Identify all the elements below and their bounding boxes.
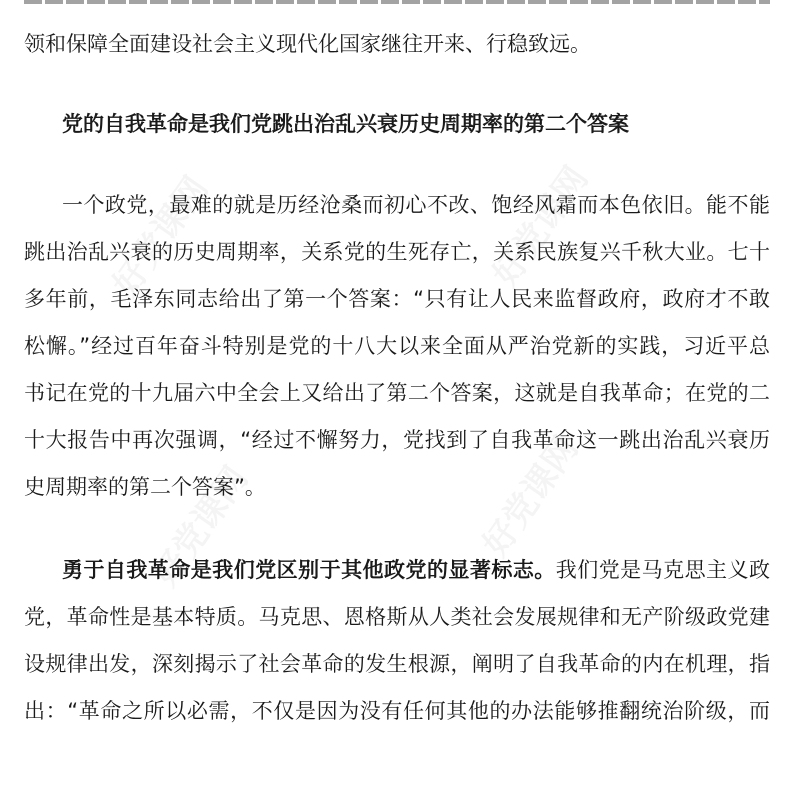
paragraph-line: 党，革命性是基本特质。马克思、恩格斯从人类社会发展规律和无产阶级政党建 [24, 605, 770, 629]
watermark [479, 155, 597, 295]
paragraph-line: 多年前，毛泽东同志给出了第一个答案：“只有让人民来监督政府，政府才不敢 [24, 287, 770, 311]
paragraph-first-line [62, 555, 770, 585]
first-line-rest: 我们党是马克思主义政 [555, 558, 770, 582]
paragraph-line: 十大报告中再次强调，“经过不懈努力，党找到了自我革命这一跳出治乱兴衰历 [24, 428, 770, 452]
cut-off-previous-line [24, 0, 770, 6]
paragraph-line: 设规律出发，深刻揭示了社会革命的发生根源，阐明了自我革命的内在机理，指 [24, 652, 770, 676]
paragraph-line: 一个政党，最难的就是历经沧桑而初心不改、饱经风霜而本色依旧。能不能 [62, 193, 770, 217]
paragraph-line: 跳出治乱兴衰的历史周期率，关系党的生死存亡，关系民族复兴千秋大业。七十 [24, 240, 770, 264]
paragraph-line: 史周期率的第二个答案”。 [24, 475, 266, 499]
paragraph-line: 书记在党的十九届六中全会上又给出了第二个答案，这就是自我革命；在党的二 [24, 381, 770, 405]
intro-tail-line: 领和保障全面建设社会主义现代化国家继往开来、行稳致远。 [24, 32, 591, 56]
paragraph-line: 松懈。”经过百年奋斗特别是党的十八大以来全面从严治党新的实践，习近平总 [24, 334, 770, 358]
paragraph-line: 出：“革命之所以必需，不仅是因为没有任何其他的办法能够推翻统治阶级，而 [24, 699, 770, 723]
bold-lead-sentence: 勇于自我革命是我们党区别于其他政党的显著标志。 [62, 558, 556, 582]
section-heading: 党的自我革命是我们党跳出治乱兴衰历史周期率的第二个答案 [62, 112, 629, 136]
